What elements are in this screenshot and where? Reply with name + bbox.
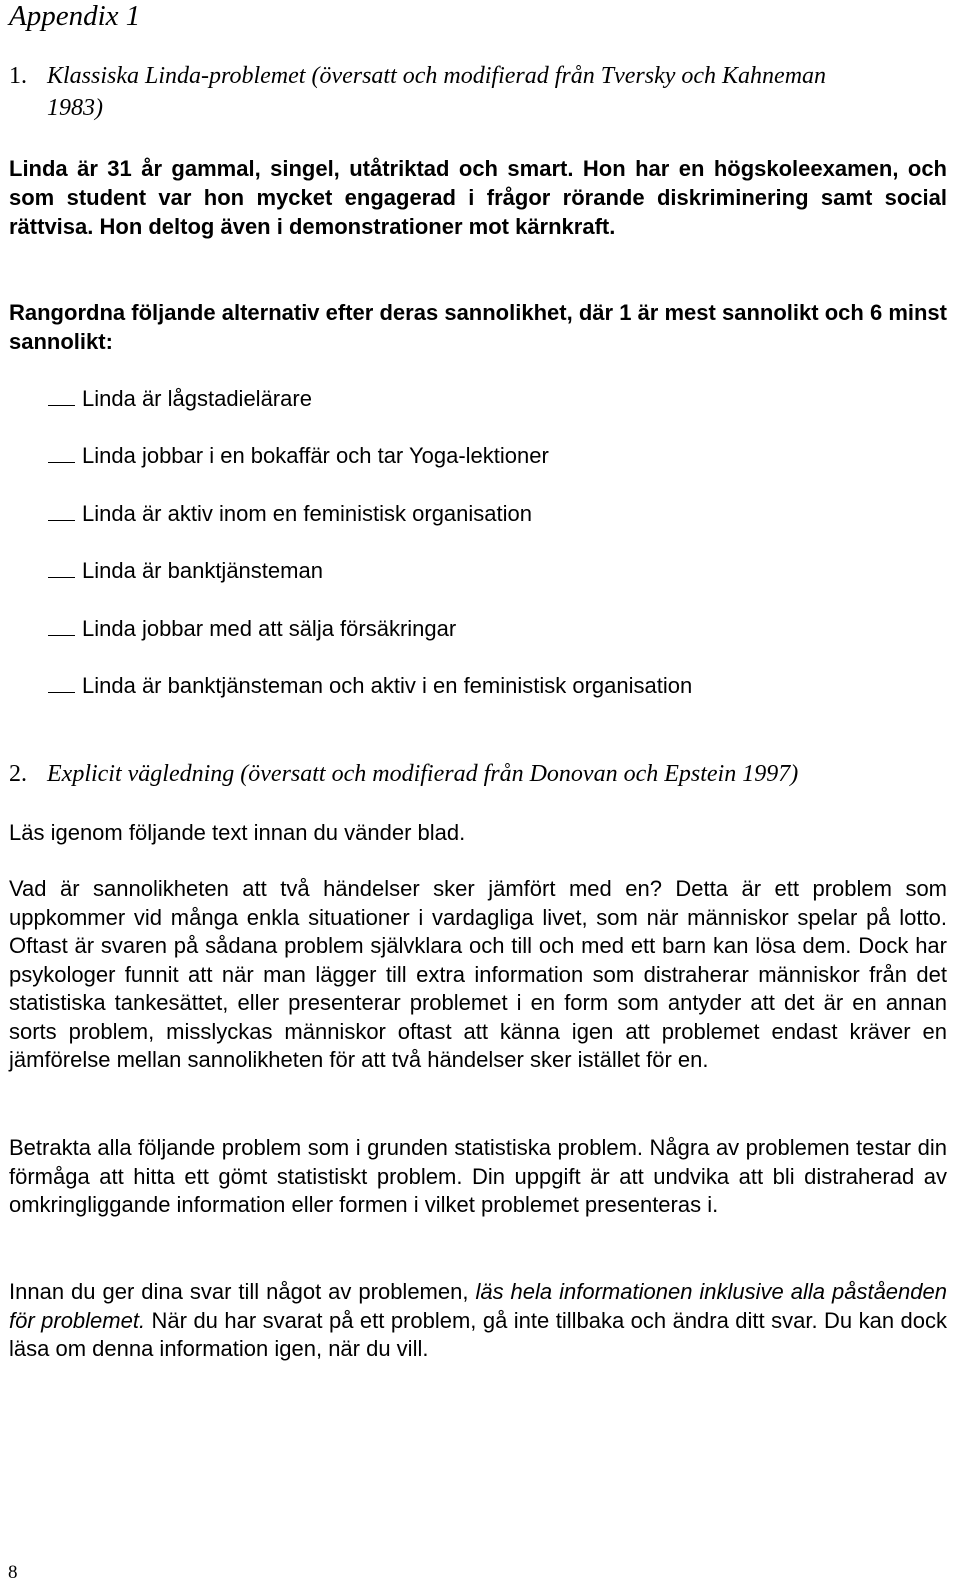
option-label: Linda är lågstadielärare	[82, 386, 312, 411]
option-label: Linda är banktjänsteman	[82, 558, 323, 583]
before-answer-text-2: När du har svarat på ett problem, gå inte tillbaka och ändra ditt svar. Du kan dock läsa om denna information igen, när du vill.	[9, 1307, 947, 1361]
section-1-heading	[9, 60, 949, 124]
option-item	[48, 499, 532, 528]
consider-paragraph: Betrakta alla följande problem som i grunden statistiska problem. Några av problemen testar din förmåga att hitta ett gömt statistiskt problem. Din uppgift är att undvika att bli distraherad av omkringliggande information eller formen i vilket problemet presenteras i.	[9, 1135, 947, 1217]
ranking-blank[interactable]	[48, 387, 75, 406]
section-1-number: 1.	[9, 63, 27, 89]
before-answer-paragraph	[9, 1278, 947, 1364]
option-label: Linda är banktjänsteman och aktiv i en feministisk organisation	[82, 673, 693, 698]
section-1-title-line1: Klassiska Linda-problemet (översatt och modifierad från Tversky och Kahneman	[47, 63, 827, 89]
option-item	[48, 556, 323, 585]
section-2-number: 2.	[9, 761, 27, 787]
ranking-instruction: Rangordna följande alternativ efter deras sannolikhet, där 1 är mest sannolikt och 6 minst sannolikt:	[9, 300, 947, 354]
ranking-blank[interactable]	[48, 444, 75, 463]
ranking-blank[interactable]	[48, 674, 75, 693]
ranking-blank[interactable]	[48, 559, 75, 578]
ranking-blank[interactable]	[48, 617, 75, 636]
page-number: 8	[8, 1562, 18, 1583]
option-label: Linda är aktiv inom en feministisk organisation	[82, 501, 533, 526]
before-answer-emphasis: läs hela informationen inklusive alla påståenden för problemet.	[9, 1279, 947, 1333]
section-2-title: Explicit vägledning (översatt och modifierad från Donovan och Epstein 1997)	[47, 761, 799, 787]
option-item	[48, 441, 549, 470]
ranking-blank[interactable]	[48, 502, 75, 521]
option-label: Linda jobbar med att sälja försäkringar	[82, 616, 457, 641]
before-answer-text-1: Innan du ger dina svar till något av problemen,	[9, 1279, 476, 1304]
option-item	[48, 384, 312, 413]
probability-paragraph: Vad är sannolikheten att två händelser sker jämfört med en? Detta är ett problem som uppkommer vid många enkla situationer i vardagliga livet, som när människor spelar på lotto. Oftast är svaren på sådana problem självklara och till och med ett barn kan lösa dem. Dock har psykologer funnit att när man lägger till extra information som distraherar människor från det statistiska tankesättet, eller presenterar problemet i en form som antyder att det är en annan sorts problem, misslyckas människor oftast att känna igen att problemet endast kräver en jämförelse mellan sannolikheten för att två händelser sker istället för en.	[9, 876, 947, 1072]
read-instruction: Läs igenom följande text innan du vänder blad.	[9, 820, 466, 845]
section-1-title-line2: 1983)	[47, 95, 103, 121]
option-label: Linda jobbar i en bokaffär och tar Yoga-lektioner	[82, 443, 549, 468]
linda-description: Linda är 31 år gammal, singel, utåtriktad och smart. Hon har en högskoleexamen, och som student var hon mycket engagerad i frågor rörande diskriminering samt social rättvisa. Hon deltog även i demonstrationer mot kärnkraft.	[9, 156, 947, 239]
option-item	[48, 671, 692, 700]
section-2-heading	[9, 758, 949, 790]
option-item	[48, 614, 456, 643]
appendix-heading: Appendix 1	[9, 0, 141, 32]
